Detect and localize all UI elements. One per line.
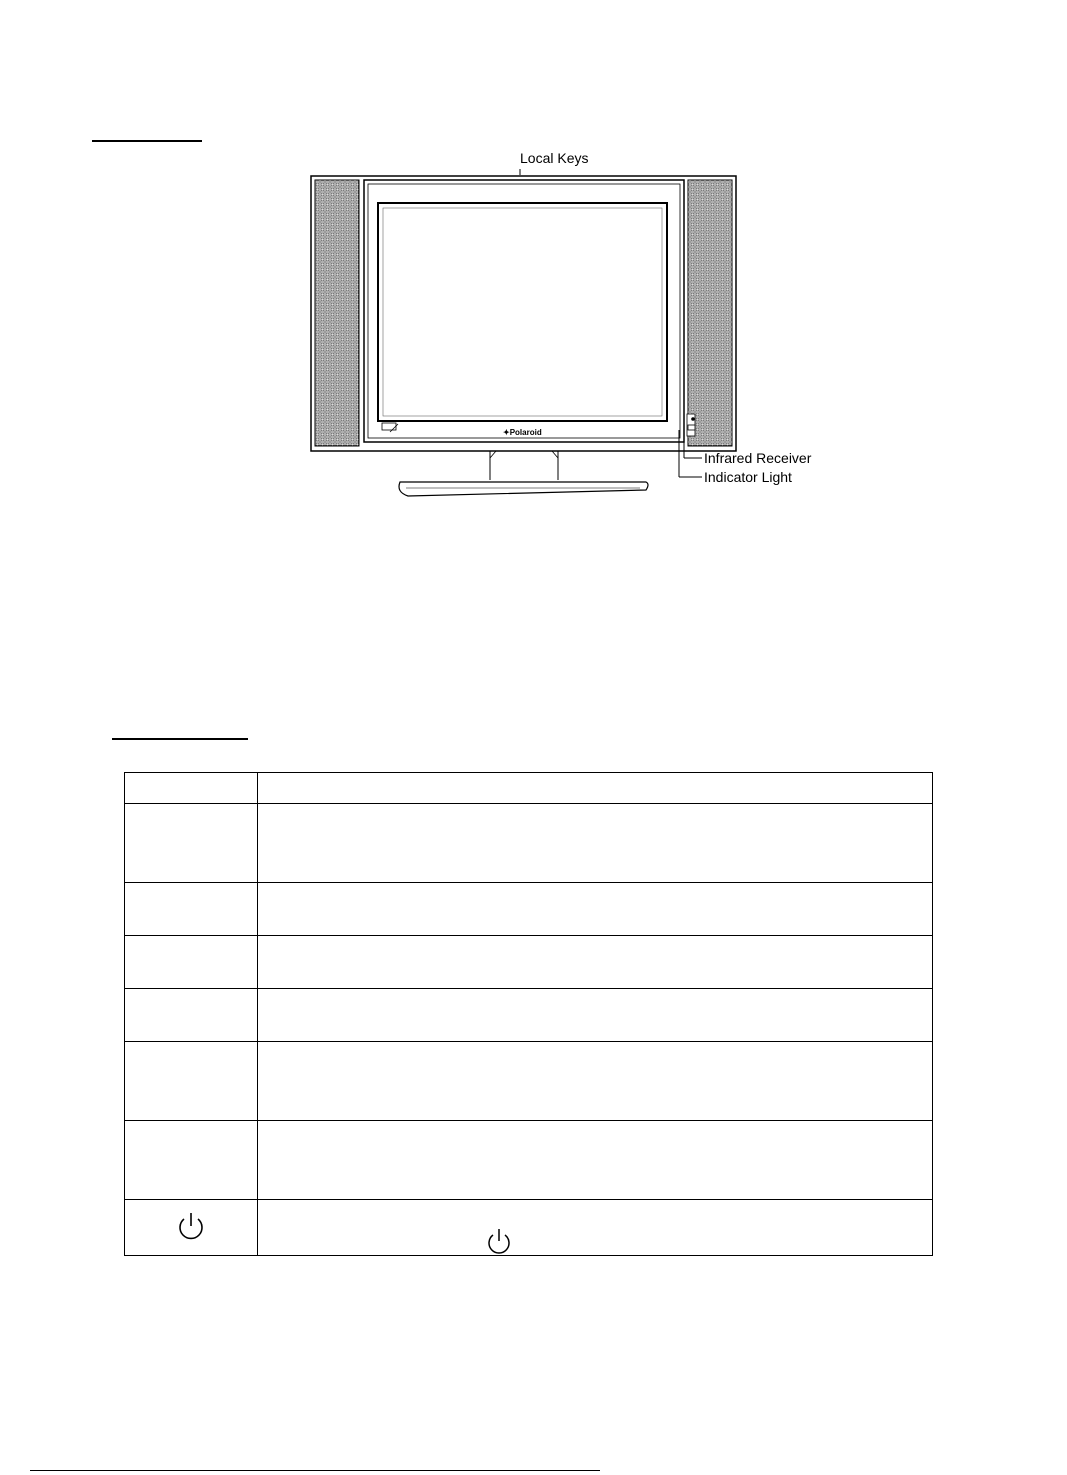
power-key-cell bbox=[125, 1200, 258, 1256]
power-description-cell bbox=[258, 1200, 933, 1256]
tv-front-view-figure bbox=[288, 140, 832, 502]
table-row bbox=[125, 936, 933, 989]
header-key-cell bbox=[125, 773, 258, 804]
stand-neck-bevel-right bbox=[552, 451, 558, 458]
brand-logo: ✦Polaroid bbox=[503, 428, 542, 437]
tv-illustration bbox=[288, 140, 832, 502]
key-cell bbox=[125, 804, 258, 883]
key-cell bbox=[125, 1121, 258, 1200]
table-row bbox=[125, 989, 933, 1042]
header-description-cell bbox=[258, 773, 933, 804]
indicator-light-icon bbox=[688, 425, 695, 430]
table-header-row bbox=[125, 773, 933, 804]
section-heading-underline bbox=[92, 140, 202, 142]
description-cell bbox=[258, 1042, 933, 1121]
key-cell bbox=[125, 883, 258, 936]
table-row bbox=[125, 883, 933, 936]
left-speaker-grille bbox=[315, 180, 359, 446]
section-heading-underline-keys bbox=[112, 738, 248, 740]
srs-logo-icon bbox=[382, 423, 396, 430]
description-cell bbox=[258, 989, 933, 1042]
stand-base bbox=[399, 482, 648, 496]
footer-rule bbox=[30, 1470, 600, 1471]
key-cell bbox=[125, 936, 258, 989]
description-cell bbox=[258, 1121, 933, 1200]
local-keys-callout: Local Keys bbox=[520, 150, 589, 166]
right-speaker-grille bbox=[688, 180, 732, 446]
description-cell bbox=[258, 804, 933, 883]
infrared-receiver-callout: Infrared Receiver bbox=[704, 450, 812, 466]
description-cell bbox=[258, 936, 933, 989]
infrared-receiver-icon bbox=[691, 417, 695, 421]
stand-neck-bevel-left bbox=[490, 451, 496, 458]
indicator-light-callout: Indicator Light bbox=[704, 469, 792, 485]
local-keys-table bbox=[124, 772, 933, 1256]
description-cell bbox=[258, 883, 933, 936]
tv-screen bbox=[378, 203, 667, 421]
key-cell bbox=[125, 989, 258, 1042]
table-row bbox=[125, 804, 933, 883]
power-icon bbox=[486, 1226, 512, 1256]
key-cell bbox=[125, 1042, 258, 1121]
power-row bbox=[125, 1200, 933, 1256]
table-row bbox=[125, 1042, 933, 1121]
table-row bbox=[125, 1121, 933, 1200]
power-icon bbox=[176, 1209, 206, 1243]
